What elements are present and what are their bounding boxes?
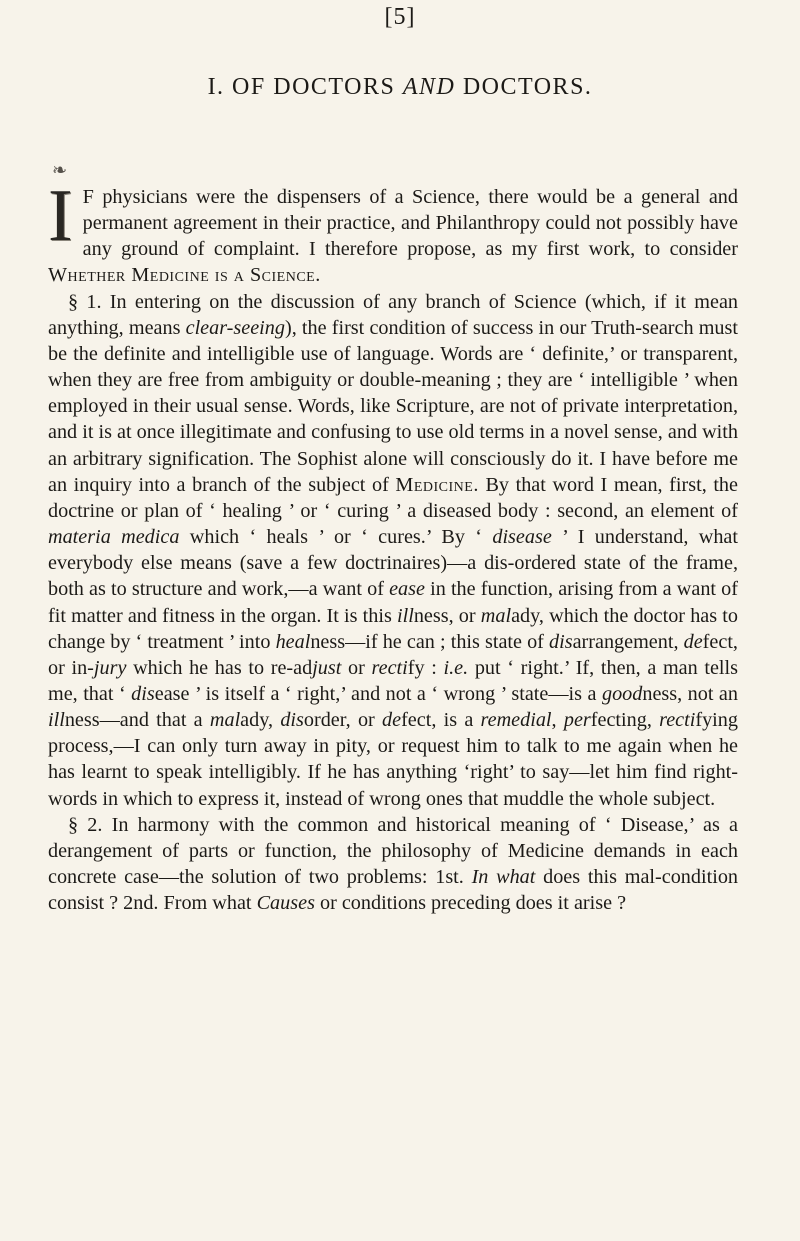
- italic-run: materia medica: [48, 526, 180, 549]
- italic-run: ill: [48, 709, 65, 732]
- italic-run: jury: [93, 656, 127, 679]
- italic-run: per: [563, 709, 591, 732]
- small-caps-heading: Whether Medicine is a Science.: [48, 264, 321, 287]
- text-run: ness, not an: [642, 682, 738, 705]
- chapter-title: [0, 74, 800, 101]
- text-run: ,: [551, 709, 564, 732]
- italic-run: In what: [471, 866, 536, 889]
- paragraph-intro: [48, 175, 738, 289]
- text-run: order, or: [303, 709, 383, 732]
- text-run: By that word I mean, first, the doctrine or plan of ‘ healing ’ or ‘ curing ’ a diseased body : second, an element of: [48, 473, 738, 522]
- text-run: ness—and that a: [64, 709, 210, 732]
- text-run: ), the first condition of success in our Truth-search must be the definite and intelligible use of language. Words are ‘ definite,’ or transparent, when they are free from ambiguity or double-meaning ; they are ‘ intelligible ’ when employed in their usual sense. Words, like Scripture, are not of private interpretation, and it is at once illegitimate and confusing to use old terms in a novel sense, and with an arbitrary signification. The Sophist alone will consciously do it. I have before me an inquiry into a branch of the subject of: [48, 316, 738, 496]
- chapter-title-part-1: I. OF DOCTORS: [207, 74, 403, 100]
- italic-run: mal: [480, 604, 512, 627]
- text-run: F physicians were the dispensers of a Science, there would be a general and permanent agreement in their practice, and Philanthropy could not possibly have any ground of complaint. I therefore propose, as my first work, to consider: [82, 186, 738, 261]
- paragraph-section-1: [48, 289, 738, 812]
- text-run: ady, which the doctor has to change by ‘ treatment ’ into: [48, 604, 738, 653]
- italic-run: heal: [275, 630, 311, 653]
- text-run: arrangement,: [572, 630, 684, 653]
- italic-run: just: [312, 656, 342, 679]
- paragraph-section-2: [48, 812, 738, 917]
- text-run: or conditions preceding does it arise ?: [314, 892, 627, 915]
- text-run: which he has to re-ad: [126, 656, 313, 679]
- italic-run: good: [601, 682, 643, 705]
- text-run: which ‘ heals ’ or ‘ cures.’ By ‘: [179, 526, 493, 549]
- text-run: fying process,—I can only turn away in pity, or request him to talk to me again when he has learnt to speak intelligibly. If he has anything ‘right’ to say—let him find right-words in which to express it, instead of wrong ones that muddle the whole subject.: [48, 709, 738, 810]
- drop-cap: I: [48, 175, 73, 257]
- text-run: fect, or in-: [48, 630, 738, 679]
- italic-run: dis: [280, 709, 304, 732]
- fleuron-icon: ❧: [52, 160, 68, 180]
- text-run: ness, or: [413, 604, 481, 627]
- text-run: put ‘ right.’ If, then, a man tells me, that ‘: [48, 656, 738, 705]
- text-run: fy :: [407, 656, 444, 679]
- italic-run: disease: [492, 526, 552, 549]
- italic-run: de: [683, 630, 703, 653]
- body-text: [48, 175, 739, 916]
- chapter-title-part-2: DOCTORS.: [455, 74, 593, 100]
- text-run: ’ I understand, what everybody else means (save a few doctrinaires)—a dis-ordered state of the frame, both as to structure and work,—a want of: [48, 526, 738, 601]
- text-run: fecting,: [590, 709, 660, 732]
- text-run: or: [341, 656, 372, 679]
- italic-run: dis: [549, 630, 573, 653]
- text-run: fect, is a: [401, 709, 481, 732]
- text-run: § 1. In entering on the discussion of any branch of Science (which, if it mean anything, means: [48, 290, 738, 339]
- italic-run: recti: [371, 656, 408, 679]
- italic-run: Causes: [256, 892, 315, 915]
- text-run: ady,: [240, 709, 281, 732]
- italic-run: de: [382, 709, 402, 732]
- page-number: [5]: [384, 4, 416, 30]
- italic-run: ill: [397, 604, 414, 627]
- chapter-title-and: AND: [402, 74, 456, 100]
- text-run: in the function, arising from a want of fit matter and fitness in the organ. It is this: [48, 578, 738, 627]
- italic-run: recti: [659, 709, 696, 732]
- text-run: § 2. In harmony with the common and historical meaning of ‘ Disease,’ as a derangement of parts or function, the philosophy of Medicine demands in each concrete case—the solution of two problems: 1st.: [48, 813, 738, 889]
- text-run: ease ’ is itself a ‘ right,’ and not a ‘ wrong ’ state—is a: [154, 682, 602, 705]
- text-run: does this mal-condition consist ? 2nd. From what: [48, 866, 739, 915]
- italic-run: dis: [131, 682, 155, 705]
- italic-run: i.e.: [443, 656, 469, 679]
- italic-run: remedial: [480, 709, 552, 732]
- italic-run: mal: [209, 709, 241, 732]
- italic-run: ease: [389, 578, 425, 601]
- italic-run: clear-seeing: [185, 316, 285, 339]
- text-run: ness—if he can ; this state of: [310, 630, 550, 653]
- small-caps-run: Medicine.: [395, 473, 479, 496]
